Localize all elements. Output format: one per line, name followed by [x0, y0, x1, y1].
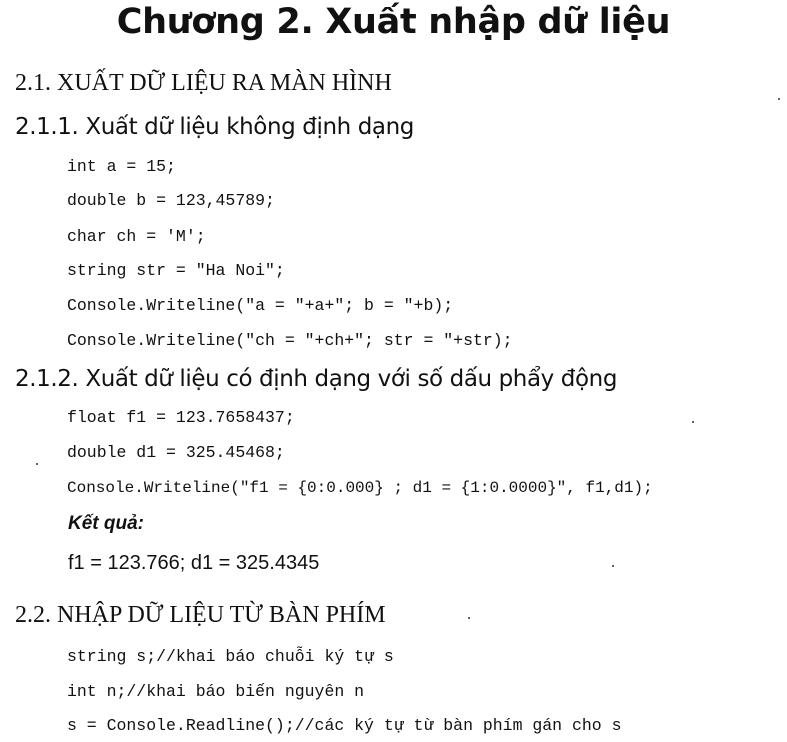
code-line: double d1 = 325.45468;: [67, 443, 285, 462]
subsection-heading-2-1-1: 2.1.1. Xuất dữ liệu không định dạng: [15, 114, 414, 140]
code-line: int a = 15;: [67, 157, 176, 176]
code-line: char ch = 'M';: [67, 227, 206, 246]
section-heading-2-2: 2.2. NHẬP DỮ LIỆU TỪ BÀN PHÍM: [15, 602, 386, 628]
code-line: Console.Writeline("a = "+a+"; b = "+b);: [67, 296, 454, 315]
scan-speck: [468, 617, 470, 619]
scan-speck: [692, 421, 694, 423]
scan-speck: [612, 565, 614, 567]
code-line: float f1 = 123.7658437;: [67, 408, 295, 427]
code-line: int n;//khai báo biến nguyên n: [67, 682, 365, 701]
code-line: string str = "Ha Noi";: [67, 261, 285, 280]
code-line: double b = 123,45789;: [67, 191, 275, 210]
section-heading-2-1: 2.1. XUẤT DỮ LIỆU RA MÀN HÌNH: [15, 70, 392, 96]
code-line: string s;//khai báo chuỗi ký tự s: [67, 647, 394, 666]
code-line: s = Console.Readline();//các ký tự từ bàn phím gán cho s: [67, 716, 622, 735]
code-line: Console.Writeline("f1 = {0:0.000} ; d1 = {1:0.0000}", f1,d1);: [67, 479, 653, 497]
chapter-title: Chương 2. Xuất nhập dữ liệu: [116, 2, 671, 42]
result-value: f1 = 123.766; d1 = 325.4345: [68, 552, 320, 574]
result-label: Kết quả:: [68, 513, 144, 534]
subsection-heading-2-1-2: 2.1.2. Xuất dữ liệu có định dạng với số dấu phẩy động: [15, 366, 618, 392]
scan-speck: [36, 463, 38, 465]
scan-speck: [778, 98, 780, 100]
code-line: Console.Writeline("ch = "+ch+"; str = "+str);: [67, 331, 513, 350]
